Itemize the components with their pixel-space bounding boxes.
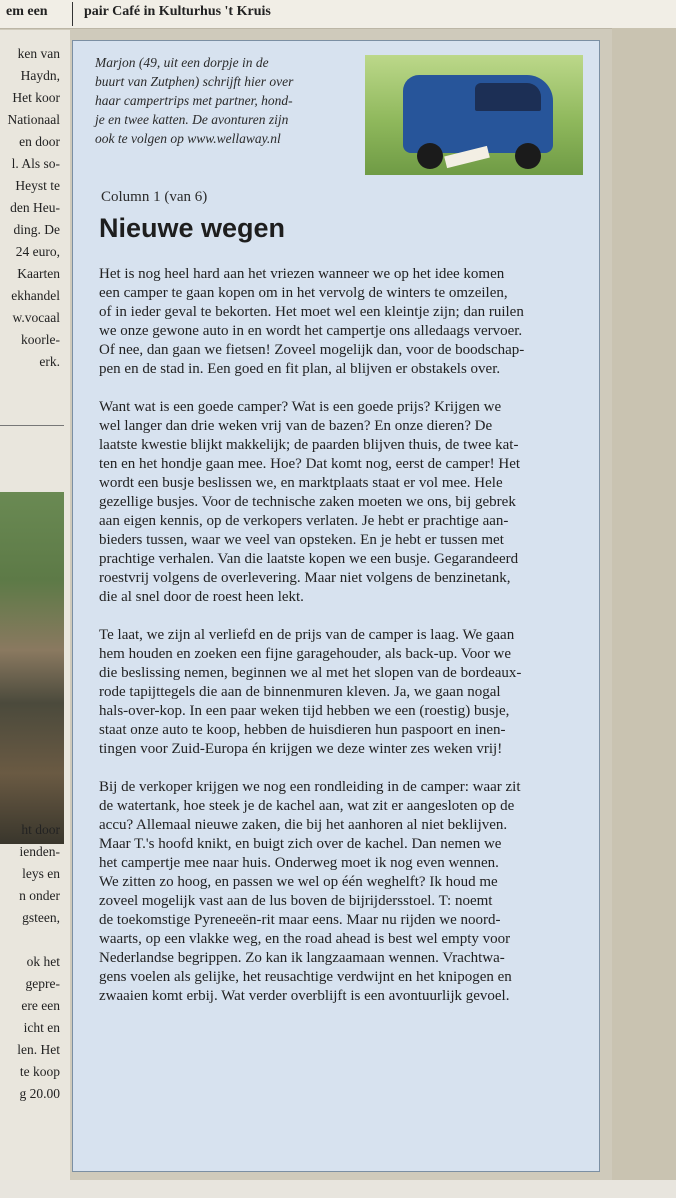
adjacent-text-line: ere een [21,998,60,1013]
adjacent-text-line: n onder [19,888,60,903]
adjacent-text-line: 24 euro, [15,244,60,259]
article-paragraph [99,265,594,379]
text-line: die beslissing nemen, beginnen we al met het slopen van de bordeaux- [99,665,522,681]
text-line: pen en de stad in. Een goed en fit plan, al blijven er obstakels over. [99,361,501,377]
text-line: rode tapijttegels die aan de binnenmuren kleven. Ja, we gaan nogal [99,684,501,700]
text-line: zwaaien komt erbij. Wat verder overblijft is een avontuurlijk gevoel. [99,988,510,1004]
adjacent-text-line: len. Het [17,1042,60,1057]
article-paragraph [99,626,594,759]
header-divider [72,2,73,26]
text-line: We zitten zo hoog, en passen we wel op één weghelft? Ik houd me [99,874,498,890]
text-line: accu? Allemaal nieuwe zaken, die bij het aanhoren al niet beklijven. [99,817,508,833]
adjacent-text-line: ding. De [13,222,60,237]
van-wheel [417,143,443,169]
column-article-box [72,40,600,1172]
text-line: hals-over-kop. In een paar weken tijd hebben we een (roestig) busje, [99,703,510,719]
text-line: een camper te gaan kopen om in het vervolg de winters te omzeilen, [99,285,508,301]
text-line: zoveel mogelijk vast aan de lus boven de bijrijdersstoel. T: noemt [99,893,493,909]
adjacent-text-line: ekhandel [11,288,60,303]
article-paragraph [99,778,594,1006]
adjacent-photo [0,492,64,844]
text-line: wel langer dan drie weken vrij van de bazen? En onze dieren? De [99,418,493,434]
adjacent-text-line: g 20.00 [19,1086,60,1101]
adjacent-text-line: gepre- [25,976,60,991]
text-line: laatste kwestie blijkt makkelijk; de paarden blijven thuis, de twee kat- [99,437,519,453]
adjacent-text-line: den Heu- [10,200,60,215]
column-number: Column 1 (van 6) [101,189,208,205]
adjacent-text-line: ok het [26,954,60,969]
adjacent-text-line: en door [19,134,60,149]
text-line: aan eigen kennis, op de verkopers verlaten. Je hebt er prachtige aan- [99,513,509,529]
text-line: het campertje mee naar huis. Onderweg moet ik nog even wennen. [99,855,499,871]
adjacent-text-line: te koop [19,1064,60,1079]
text-line: tingen voor Zuid-Europa én krijgen we deze winter zes weken vrij! [99,741,503,757]
intro-line: ook te volgen op www.wellaway.nl [95,131,281,146]
text-line: Maar T.'s hoofd knikt, en buigt zich over de kachel. Dan nemen we [99,836,502,852]
van-windshield [475,83,541,111]
text-line: hem houden en zoeken een fijne garagehouder, als back-up. Voor we [99,646,512,662]
text-line: die al snel door de roest heen lekt. [99,589,304,605]
adjacent-text-line: Heyst te [15,178,60,193]
adjacent-text-line: ht door [21,822,60,837]
text-line: Het is nog heel hard aan het vriezen wanneer we op het idee komen [99,266,505,282]
intro-line: Marjon (49, uit een dorpje in de [95,55,269,70]
intro-line: haar campertrips met partner, hond- [95,93,293,108]
adjacent-article-column [0,30,70,1198]
text-line: Of nee, dan gaan we fietsen! Zoveel mogelijk dan, voor de boodschap- [99,342,525,358]
adjacent-text-line: koorle- [21,332,60,347]
text-line: Nederlandse begrippen. Zo kan ik langzaamaan wennen. Vrachtwa- [99,950,505,966]
intro-line: buurt van Zutphen) schrijft hier over [95,74,294,89]
text-line: gezellige busjes. Voor de technische zaken moeten we ons, bij gebrek [99,494,516,510]
text-line: Te laat, we zijn al verliefd en de prijs van de camper is laag. We gaan [99,627,515,643]
adjacent-text-line: ken van [17,46,60,61]
adjacent-text-line: w.vocaal [12,310,60,325]
text-line: roestvrij volgens de overlevering. Maar niet volgens de benzinetank, [99,570,511,586]
text-line: bieders tussen, waar we veel van opsteken. En je hebt er tussen met [99,532,504,548]
adjacent-text-line: Het koor [12,90,60,105]
adjacent-text-line: Nationaal [7,112,60,127]
adjacent-text-line: icht en [23,1020,60,1035]
adjacent-text-line: Haydn, [20,68,60,83]
text-line: we onze gewone auto in en wordt het campertje ons alledaags vervoer. [99,323,523,339]
text-line: de watertank, hoe steek je de kachel aan, wat zit er aangesloten op de [99,798,515,814]
page-bottom [0,1180,676,1198]
text-line: gens voelen als gelijke, het reusachtige verdwijnt en het knipogen en [99,969,512,985]
van-wheel [515,143,541,169]
column-divider [0,425,64,426]
text-line: of in ieder geval te bekorten. Het moet wel een kleintje zijn; dan ruilen [99,304,524,320]
text-line: Bij de verkoper krijgen we nog een rondleiding in de camper: waar zit [99,779,521,795]
article-headline: Nieuwe wegen [99,213,286,243]
header-left-text: em een [6,4,48,19]
article-paragraph [99,398,594,607]
adjacent-text-line: Kaarten [17,266,60,281]
adjacent-text-line: ienden- [19,844,60,859]
text-line: de toekomstige Pyreneeën-rit maar eens. Maar nu rijden we noord- [99,912,501,928]
article-body [99,265,594,1025]
header-right-text: pair Café in Kulturhus 't Kruis [84,4,271,19]
text-line: ten en het hondje gaan mee. Hoe? Dat komt nog, eerst de camper! Het [99,456,521,472]
adjacent-text-line: leys en [22,866,60,881]
adjacent-text-line: l. Als so- [11,156,60,171]
text-line: Want wat is een goede camper? Wat is een goede prijs? Krijgen we [99,399,502,415]
intro-line: je en twee katten. De avonturen zijn [95,112,289,127]
text-line: wordt een busje beslissen we, en marktplaats staat er vol mee. Hele [99,475,503,491]
adjacent-text-line: erk. [39,354,60,369]
adjacent-text-line: gsteen, [22,910,60,925]
text-line: staat onze auto te koop, hebben de huisdieren hun paspoort en inen- [99,722,506,738]
author-intro [95,53,357,148]
text-line: waarts, op een vlakke weg, en the road ahead is best wel empty voor [99,931,511,947]
text-line: prachtige verhalen. Van die laatste kopen we een busje. Gegarandeerd [99,551,519,567]
camper-van-photo [365,55,583,175]
newspaper-header-strip [0,0,676,29]
page-edge [612,28,676,1198]
